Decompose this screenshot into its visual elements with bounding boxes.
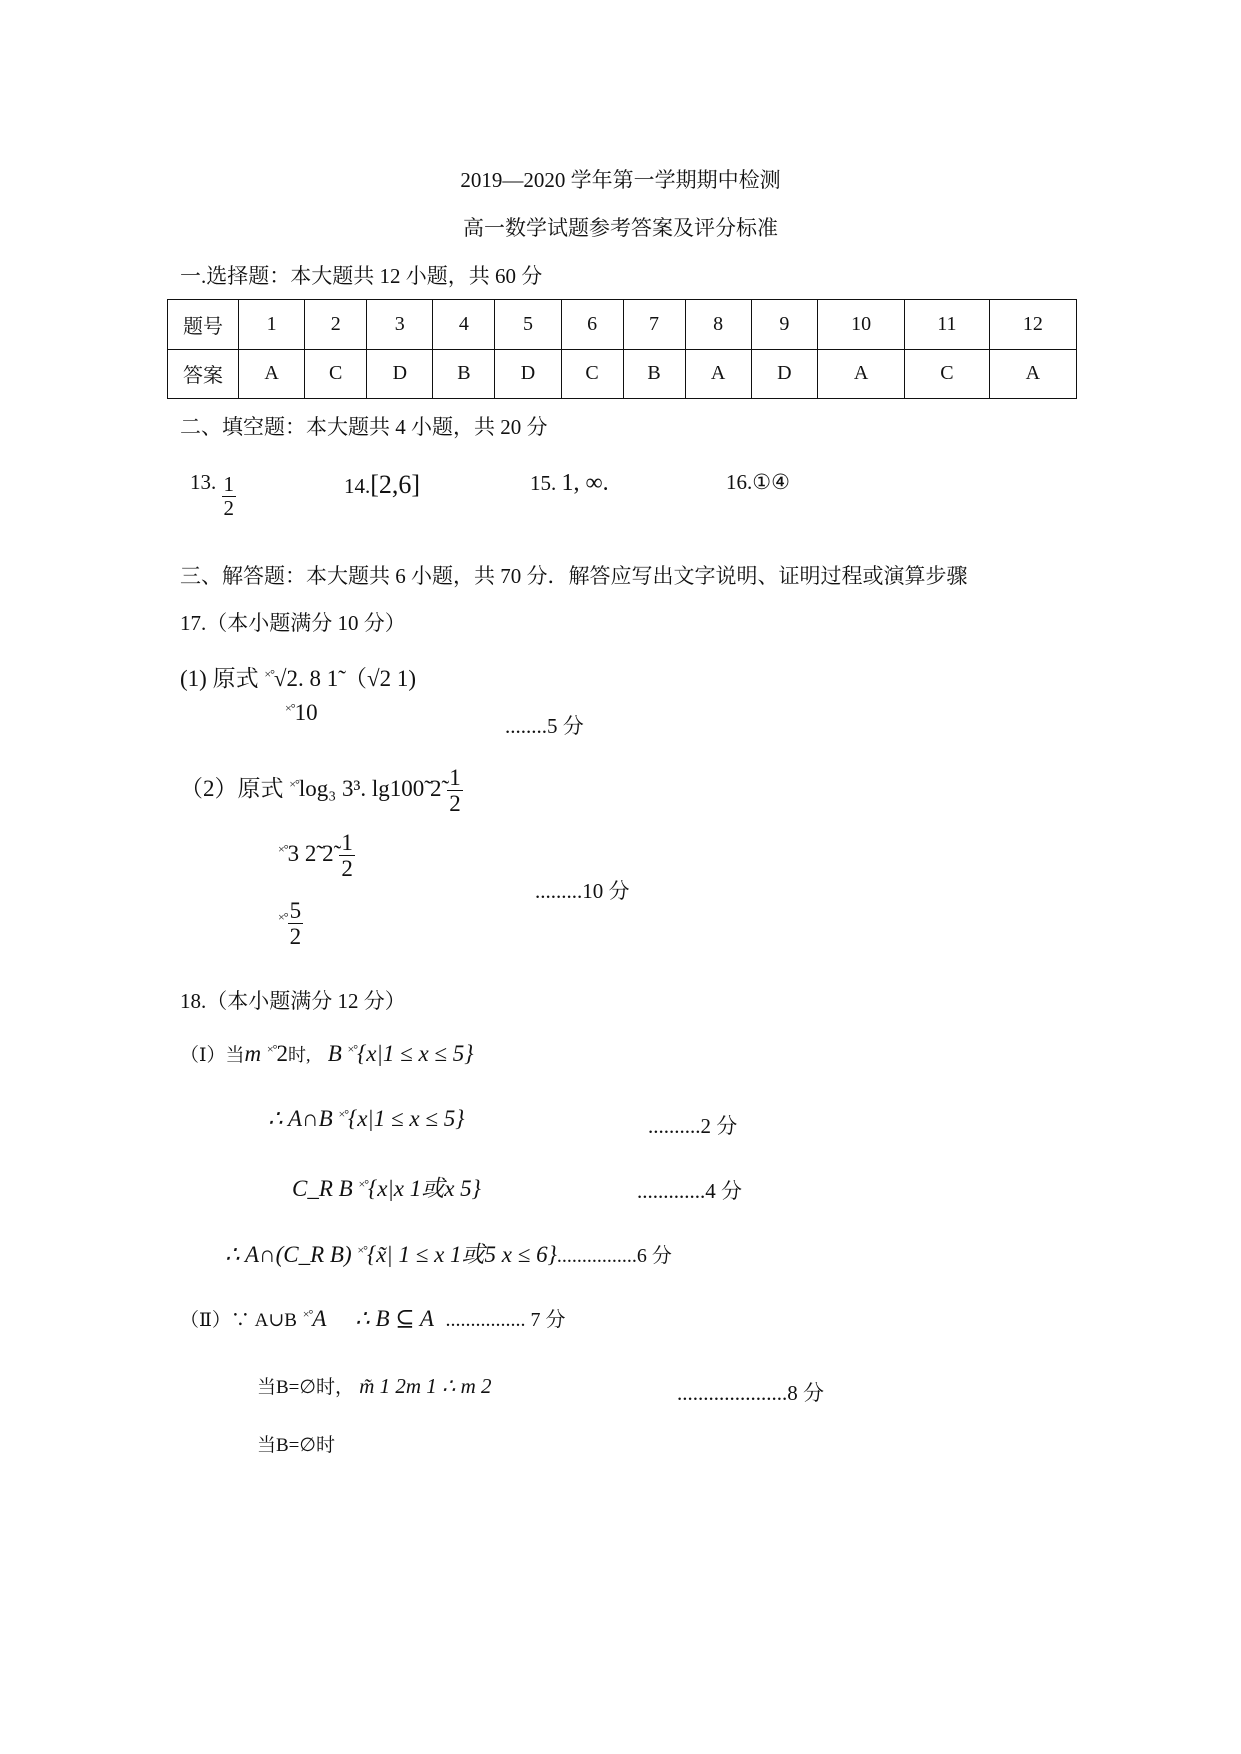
expression: log₃ 3³. lg100̃ 2̃ bbox=[298, 776, 442, 802]
q17-part1-result bbox=[285, 700, 318, 726]
fraction bbox=[222, 473, 237, 520]
q17-part1 bbox=[180, 660, 416, 693]
denominator: 2 bbox=[223, 495, 234, 520]
question-number-cell: 6 bbox=[561, 300, 623, 350]
q-value: ①④ bbox=[752, 470, 790, 494]
expression: C_R B bbox=[292, 1176, 353, 1201]
doc-title: 2019—2020 学年第一学期期中检测 bbox=[460, 168, 781, 192]
q-label: 14. bbox=[344, 474, 371, 498]
answer-13 bbox=[190, 470, 236, 520]
answer-cell: A bbox=[989, 349, 1076, 399]
expression: √2. 8 1̃ （√2 1) bbox=[273, 666, 417, 691]
denominator: 2 bbox=[341, 856, 353, 882]
part-label: （2）原式 bbox=[180, 776, 284, 802]
question-number-cell: 10 bbox=[817, 300, 904, 350]
score: ................ 7 分 bbox=[445, 1309, 566, 1331]
denominator: 2 bbox=[449, 791, 461, 817]
answer-cell: B bbox=[623, 349, 685, 399]
row-label: 答案 bbox=[168, 349, 239, 399]
fraction bbox=[447, 765, 463, 817]
q17-heading: 17.（本小题满分 10 分） bbox=[180, 611, 406, 635]
section-fill-heading: 二、填空题：本大题共 4 小题，共 20 分 bbox=[180, 415, 548, 439]
section-choice-heading: 一.选择题：本大题共 12 小题，共 60 分 bbox=[180, 264, 543, 288]
answer-cell: C bbox=[305, 349, 367, 399]
expression: m̃ 1 2m 1 ∴ m 2 bbox=[359, 1374, 492, 1398]
expression: m bbox=[244, 1041, 262, 1066]
q18-line7: 当B=∅时 bbox=[257, 1435, 335, 1456]
score: .............4 分 bbox=[637, 1179, 742, 1203]
garbled-symbol: ×° bbox=[278, 910, 288, 925]
expression: ∴ A∩B bbox=[268, 1106, 333, 1131]
expression: {x|x 1或x 5} bbox=[368, 1176, 481, 1201]
q17-part2-line2 bbox=[278, 830, 355, 882]
part-label: 当B=∅时， bbox=[257, 1377, 354, 1398]
denominator: 2 bbox=[289, 924, 302, 950]
garbled-symbol: ×° bbox=[285, 701, 295, 715]
answer-cell: D bbox=[495, 349, 561, 399]
part-label: （Ⅱ）∵ A∪B bbox=[180, 1310, 297, 1331]
garbled-symbol: ×° bbox=[302, 1307, 313, 1321]
expression: 3 2̃ 2̃ bbox=[287, 841, 334, 867]
answer-15 bbox=[530, 470, 609, 497]
score: ..........2 分 bbox=[648, 1114, 738, 1138]
expression: {x|1 ≤ x ≤ 5} bbox=[348, 1106, 465, 1131]
question-number-cell: 1 bbox=[239, 300, 305, 350]
score: .....................8 分 bbox=[677, 1381, 824, 1405]
expression: 2 bbox=[276, 1041, 288, 1066]
answer-cell: C bbox=[905, 349, 989, 399]
garbled-symbol: ×° bbox=[347, 1042, 358, 1056]
score: ................6 分 bbox=[556, 1245, 672, 1267]
score: .........10 分 bbox=[535, 879, 630, 903]
answer-cell: D bbox=[751, 349, 817, 399]
garbled-symbol: ×° bbox=[264, 667, 274, 681]
section-solve-heading: 三、解答题：本大题共 6 小题，共 70 分．解答应写出文字说明、证明过程或演算步骤 bbox=[180, 564, 968, 588]
expression: ∴ A∩(C_R B) bbox=[225, 1242, 352, 1267]
expression: A bbox=[312, 1306, 327, 1331]
part-label: (1) 原式 bbox=[180, 666, 259, 691]
part-label: （Ⅰ）当 bbox=[180, 1045, 245, 1066]
question-number-cell: 3 bbox=[367, 300, 433, 350]
doc-subtitle: 高一数学试题参考答案及评分标准 bbox=[463, 216, 778, 240]
expression: {x̃| 1 ≤ x 1或5 x ≤ 6} bbox=[366, 1242, 557, 1267]
question-number-cell: 4 bbox=[433, 300, 495, 350]
table-row bbox=[168, 349, 1077, 399]
numerator: 1 bbox=[223, 471, 234, 496]
question-number-cell: 7 bbox=[623, 300, 685, 350]
q-label: 13. bbox=[190, 470, 217, 494]
fraction bbox=[339, 830, 355, 882]
answer-cell: A bbox=[817, 349, 904, 399]
question-number-cell: 11 bbox=[905, 300, 989, 350]
garbled-symbol: ×° bbox=[357, 1243, 367, 1257]
q18-line1 bbox=[180, 1040, 474, 1067]
question-number-cell: 2 bbox=[305, 300, 367, 350]
q18-line6 bbox=[257, 1372, 492, 1399]
garbled-symbol: ×° bbox=[338, 1107, 349, 1121]
q-value: 1, ∞. bbox=[561, 470, 609, 496]
expression: ∴ B ⊆ A bbox=[355, 1306, 434, 1331]
q18-line4 bbox=[225, 1236, 672, 1269]
numerator: 1 bbox=[341, 830, 353, 855]
garbled-symbol: ×° bbox=[289, 777, 299, 792]
q-label: 16. bbox=[726, 470, 753, 494]
numerator: 1 bbox=[449, 765, 461, 790]
q18-line3 bbox=[292, 1170, 481, 1203]
answer-cell: A bbox=[685, 349, 751, 399]
text: 时, bbox=[287, 1045, 311, 1065]
score: ........5 分 bbox=[505, 714, 584, 738]
answer-cell: B bbox=[433, 349, 495, 399]
q18-heading: 18.（本小题满分 12 分） bbox=[180, 989, 406, 1013]
garbled-symbol: ×° bbox=[266, 1042, 277, 1056]
question-number-cell: 12 bbox=[989, 300, 1076, 350]
q18-line5 bbox=[180, 1303, 565, 1332]
answer-table bbox=[167, 299, 1077, 399]
garbled-symbol: ×° bbox=[358, 1177, 369, 1191]
question-number-cell: 8 bbox=[685, 300, 751, 350]
q17-part2-result bbox=[278, 898, 303, 950]
q-value: [2,6] bbox=[370, 470, 421, 499]
fraction bbox=[288, 898, 304, 950]
answer-16 bbox=[726, 470, 790, 495]
answer-cell: C bbox=[561, 349, 623, 399]
q17-part2 bbox=[180, 765, 463, 817]
garbled-symbol: ×° bbox=[278, 842, 288, 857]
answer-14 bbox=[344, 470, 420, 500]
answer-cell: D bbox=[367, 349, 433, 399]
q18-line2 bbox=[268, 1106, 464, 1132]
numerator: 5 bbox=[289, 898, 302, 923]
question-number-cell: 5 bbox=[495, 300, 561, 350]
row-label: 题号 bbox=[168, 300, 239, 350]
expression: B bbox=[327, 1041, 342, 1066]
answer-cell: A bbox=[239, 349, 305, 399]
q-label: 15. bbox=[530, 471, 557, 495]
question-number-cell: 9 bbox=[751, 300, 817, 350]
table-row bbox=[168, 300, 1077, 350]
expression: {x|1 ≤ x ≤ 5} bbox=[357, 1041, 474, 1066]
expression: 10 bbox=[294, 700, 318, 725]
